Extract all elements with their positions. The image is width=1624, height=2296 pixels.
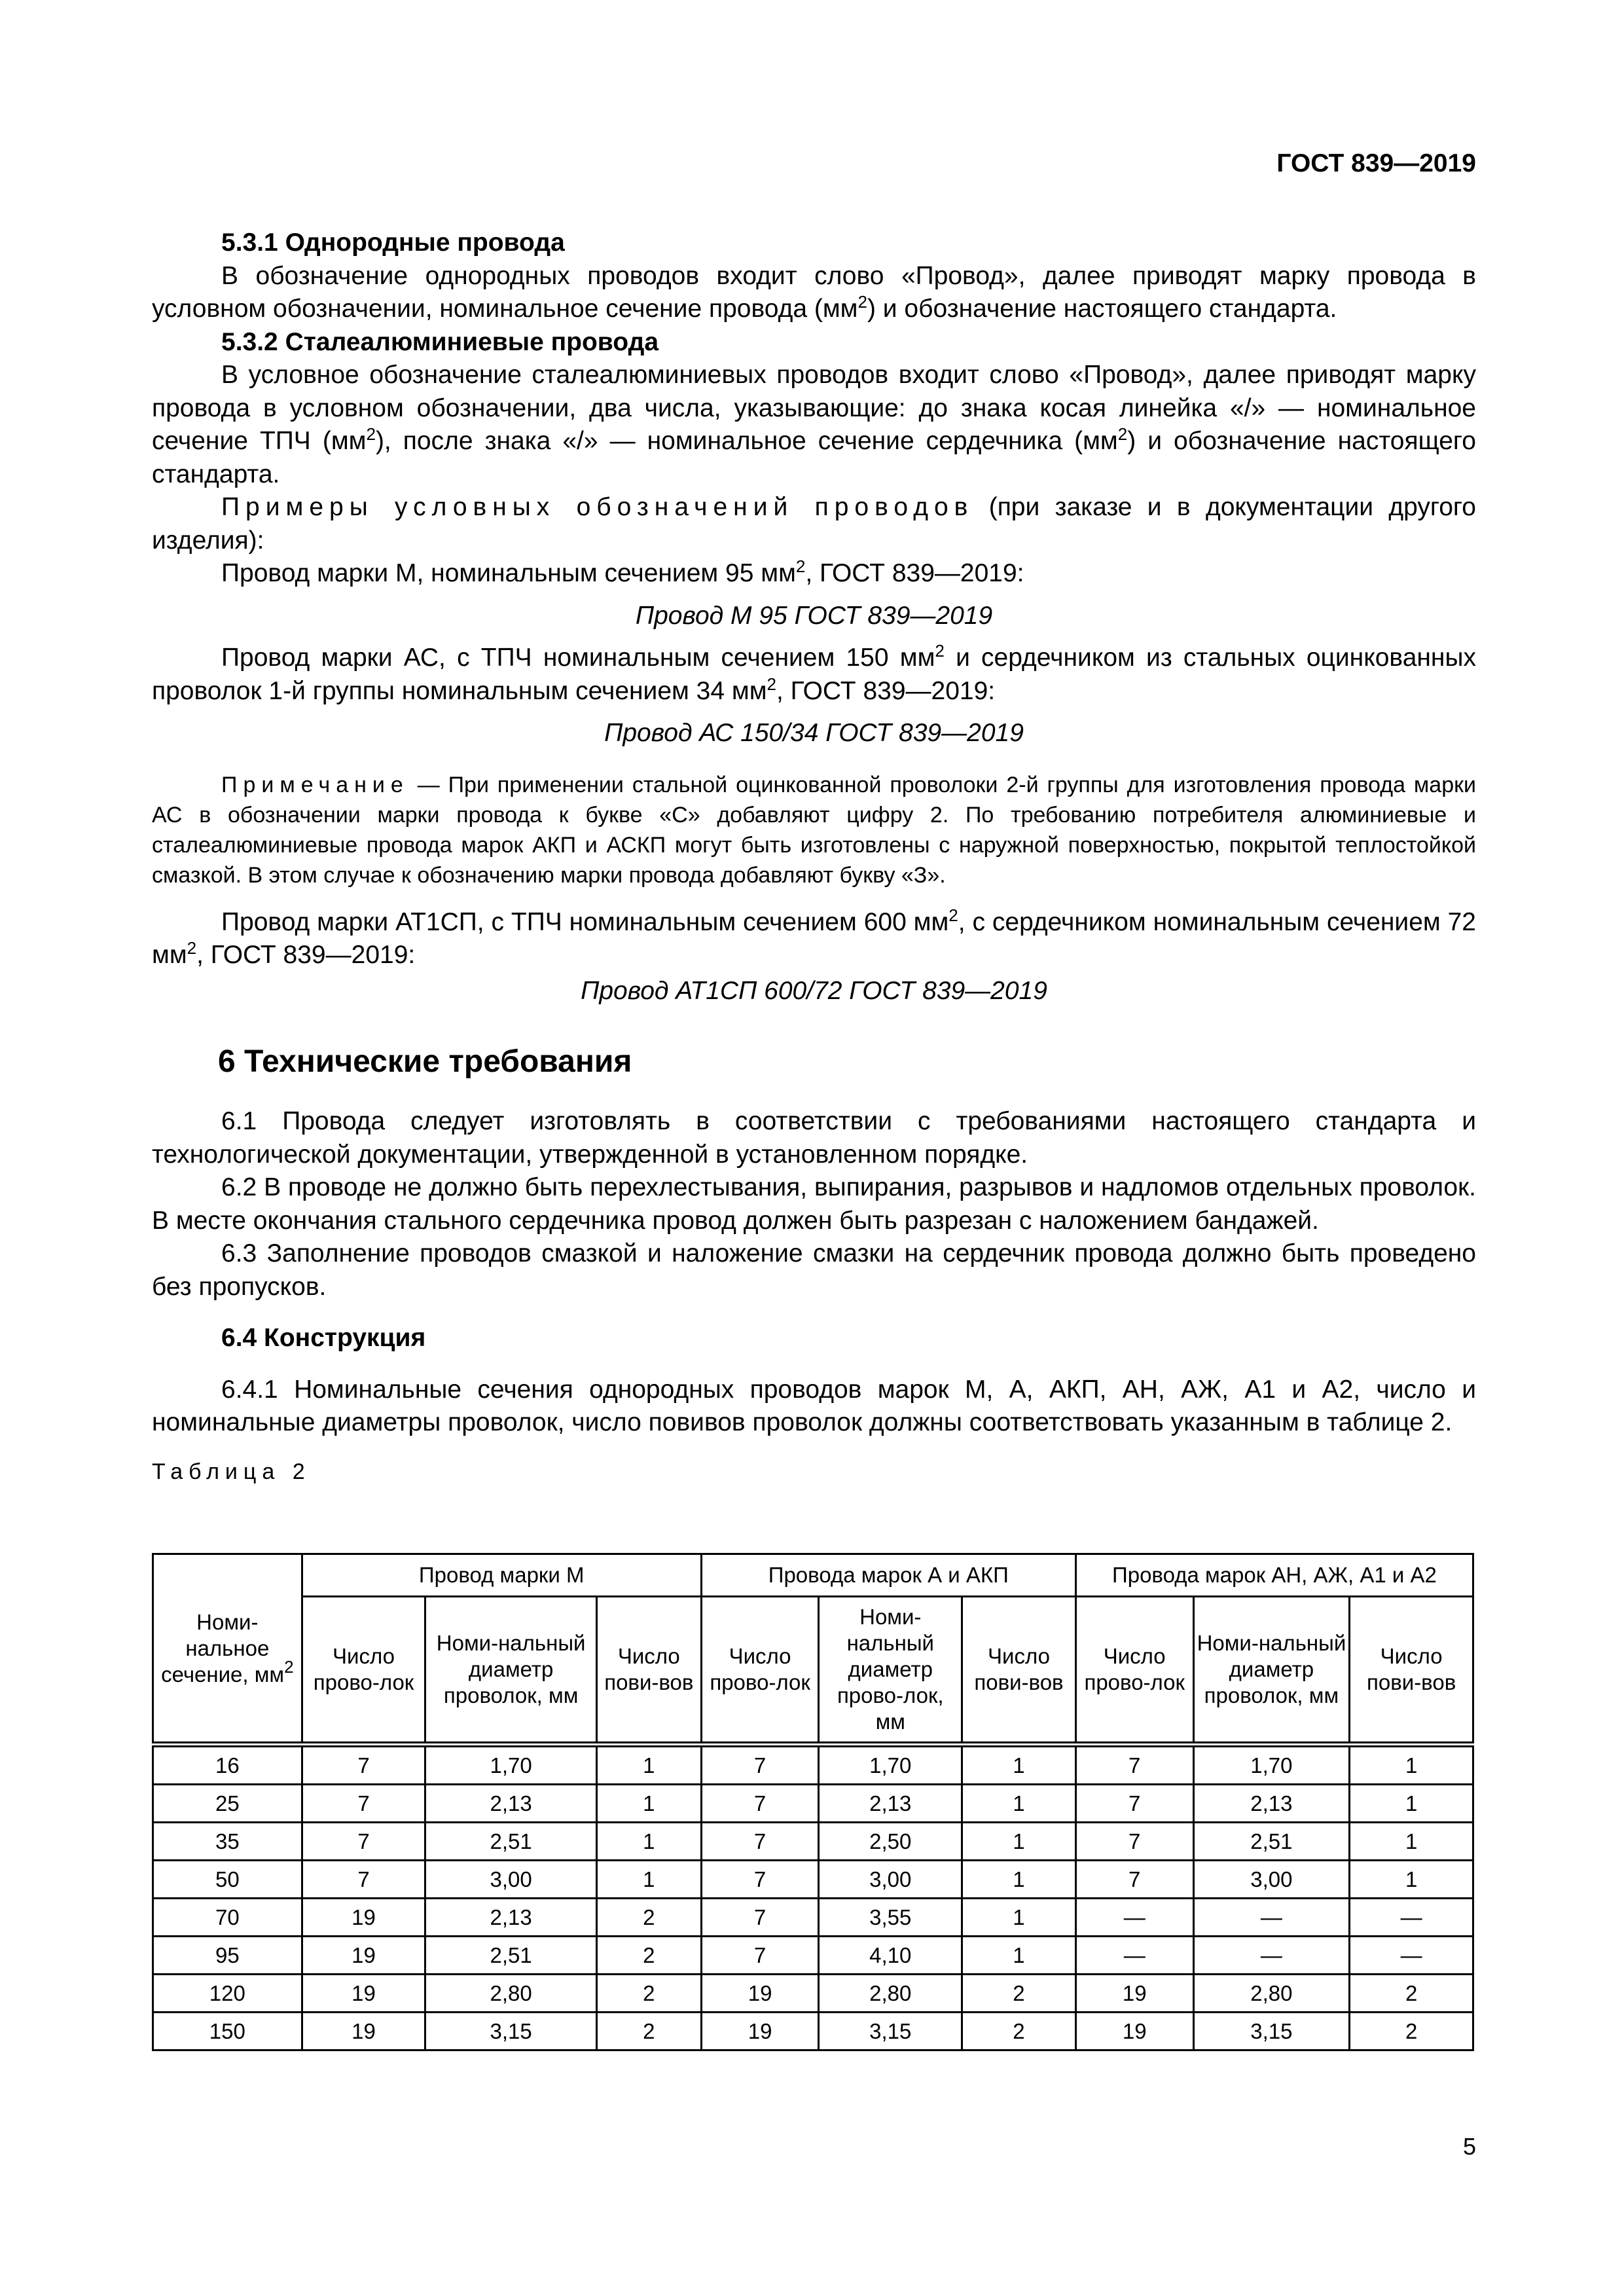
table-subheader-row (153, 1597, 1473, 1745)
table-cell: 7 (701, 1899, 819, 1937)
table-cell: — (1193, 1937, 1350, 1975)
column-header: Число пови-вов (1350, 1597, 1473, 1745)
table-cell: 2,51 (425, 1823, 597, 1861)
page-number: 5 (1462, 2133, 1476, 2160)
table-cell: — (1075, 1937, 1193, 1975)
table-cell: 3,00 (425, 1861, 597, 1899)
table-cell: 19 (701, 1975, 819, 2013)
table-cell: 1,70 (1193, 1745, 1350, 1785)
column-header: Число прово-лок (302, 1597, 425, 1745)
table-cell: 19 (302, 1937, 425, 1975)
table-cell: 2 (1350, 1975, 1473, 2013)
table-cell: 2,13 (1193, 1785, 1350, 1823)
table-cell: 2,51 (425, 1937, 597, 1975)
table-row (153, 1861, 1473, 1899)
column-header: Число пови-вов (596, 1597, 701, 1745)
column-header: Число пови-вов (962, 1597, 1076, 1745)
group-header: Провод марки М (302, 1554, 701, 1597)
table-cell: 2,80 (819, 1975, 962, 2013)
table-row (153, 2013, 1473, 2050)
paragraph: В условное обозначение сталеалюминиевых проводов входит слово «Провод», далее приводят марку провода в условном обозначении, два числа, указывающие: до знака косая линейка «/» — номинальное сечение ТПЧ $(мм^2)$, после знака «/» — номинальное сечение сердечника $(мм^2)$ и обозначение настоящего стандарта. (152, 361, 1476, 488)
table-cell: 70 (153, 1899, 302, 1937)
table-cell: 25 (153, 1785, 302, 1823)
table-cell: 3,15 (425, 2013, 597, 2050)
table-cell: 7 (302, 1785, 425, 1823)
table-header-row (153, 1554, 1473, 1597)
section-6-heading: 6 Технические требования (218, 1044, 632, 1079)
table-cell: 3,55 (819, 1899, 962, 1937)
table-cell: 150 (153, 2013, 302, 2050)
table-cell: 19 (1075, 2013, 1193, 2050)
table-cell: 2,50 (819, 1823, 962, 1861)
table-cell: 7 (302, 1745, 425, 1785)
table-cell: — (1350, 1899, 1473, 1937)
table-cell: — (1350, 1937, 1473, 1975)
paragraph: Провод марки М, номинальным сечением 95 $мм^2$, ГОСТ 839—2019: (221, 556, 1024, 587)
table-cell: 7 (1075, 1785, 1193, 1823)
table-cell: 1 (1350, 1823, 1473, 1861)
paragraph: 6.3 Заполнение проводов смазкой и наложение смазки на сердечник провода должно быть проведено без пропусков. (152, 1239, 1476, 1301)
table-cell: 7 (701, 1823, 819, 1861)
paragraph: Провод марки АС, с ТПЧ номинальным сечением 150 $мм^2$ и сердечником из стальных оцинкованных проволок 1-й группы номинальным сечением 34 $мм^2$, ГОСТ 839—2019: (152, 641, 1476, 705)
table-cell: 2 (596, 1937, 701, 1975)
table-cell: 7 (701, 1861, 819, 1899)
example-code: Провод М 95 ГОСТ 839—2019 (635, 601, 993, 630)
table-cell: 2,13 (819, 1785, 962, 1823)
table-cell: 2 (962, 1975, 1076, 2013)
paragraph: Примеры условных обозначений проводов (при заказе и в документации другого изделия): (152, 493, 1476, 555)
section-6 (152, 1105, 1476, 1488)
paragraph: Провод марки АТ1СП, с ТПЧ номинальным сечением 600 $мм^2$, с сердечником номинальным сечением 72 $мм^2$, ГОСТ 839—2019: (152, 905, 1476, 969)
table-row (153, 1823, 1473, 1861)
table-cell: 1 (962, 1823, 1076, 1861)
table-cell: 19 (701, 2013, 819, 2050)
table-cell: 3,15 (1193, 2013, 1350, 2050)
table-row (153, 1975, 1473, 2013)
group-header: Провода марок А и АКП (701, 1554, 1075, 1597)
table-cell: 1 (962, 1745, 1076, 1785)
table-cell: 1 (962, 1785, 1076, 1823)
table-cell: 120 (153, 1975, 302, 2013)
column-header: Число прово-лок (701, 1597, 819, 1745)
table-cell: 19 (1075, 1975, 1193, 2013)
table-cell: 2,13 (425, 1899, 597, 1937)
table-cell: 7 (701, 1785, 819, 1823)
table-cell: 4,10 (819, 1937, 962, 1975)
table-cell: 19 (302, 2013, 425, 2050)
table-cell: 1,70 (425, 1745, 597, 1785)
table-cell: 35 (153, 1823, 302, 1861)
table-cell: 19 (302, 1899, 425, 1937)
table-cell: 50 (153, 1861, 302, 1899)
table-cell: 2 (962, 2013, 1076, 2050)
table-cell: 19 (302, 1975, 425, 2013)
table-cell: 2,80 (425, 1975, 597, 2013)
column-header: Номи-нальное сечение, $мм^2$ (153, 1554, 302, 1745)
table-cell: 2 (596, 1975, 701, 2013)
table-cell: 1 (596, 1823, 701, 1861)
table-cell: 2,13 (425, 1785, 597, 1823)
column-header: Число прово-лок (1075, 1597, 1193, 1745)
table-cell: 2 (596, 2013, 701, 2050)
table-cell: 7 (302, 1823, 425, 1861)
table-cell: 16 (153, 1745, 302, 1785)
table-row (153, 1745, 1473, 1785)
column-header: Номи-нальный диаметр проволок, мм (1193, 1597, 1350, 1745)
table-cell: 7 (302, 1861, 425, 1899)
document-header: ГОСТ 839—2019 (1276, 149, 1476, 177)
table-cell: — (1075, 1899, 1193, 1937)
paragraph: 6.1 Провода следует изготовлять в соответствии с требованиями настоящего стандарта и технологической документации, утвержденной в установленном порядке. (152, 1107, 1476, 1169)
table-cell: 7 (1075, 1745, 1193, 1785)
table-cell: 3,00 (819, 1861, 962, 1899)
column-header: Номи-нальный диаметр проволок, мм (425, 1597, 597, 1745)
table-cell: 7 (1075, 1861, 1193, 1899)
paragraph: 6.4.1 Номинальные сечения однородных проводов марок М, А, АКП, АН, АЖ, А1 и А2, число и номинальные диаметры проволок, число повивов проволок должны соответствовать указанным в таблице 2. (152, 1375, 1476, 1436)
section-5-3 (152, 227, 1476, 1008)
table-cell: 95 (153, 1937, 302, 1975)
table-cell: 1 (962, 1937, 1076, 1975)
table-cell: 3,15 (819, 2013, 962, 2050)
table-cell: 7 (1075, 1823, 1193, 1861)
table-cell: 2,51 (1193, 1823, 1350, 1861)
table-cell: 7 (701, 1937, 819, 1975)
table-row (153, 1899, 1473, 1937)
table-cell: 1 (962, 1899, 1076, 1937)
column-header: Номи-нальный диаметр прово-лок, мм (819, 1597, 962, 1745)
table-row (153, 1785, 1473, 1823)
table-cell: 2,80 (1193, 1975, 1350, 2013)
example-code: Провод АС 150/34 ГОСТ 839—2019 (604, 719, 1024, 747)
table-2 (152, 1553, 1474, 2051)
table-cell: 1 (962, 1861, 1076, 1899)
example-code: Провод АТ1СП 600/72 ГОСТ 839—2019 (581, 976, 1047, 1005)
paragraph: В обозначение однородных проводов входит слово «Провод», далее приводят марку провода в условном обозначении, номинальное сечение провода $(мм^2)$ и обозначение настоящего стандарта. (152, 261, 1476, 323)
table-cell: 1,70 (819, 1745, 962, 1785)
table-cell: 1 (1350, 1861, 1473, 1899)
paragraph: 6.2 В проводе не должно быть перехлестывания, выпирания, разрывов и надломов отдельных проволок. В месте окончания стального сердечника провод должен быть разрезан с наложением бандажей. (152, 1173, 1476, 1235)
table-cell: 1 (1350, 1745, 1473, 1785)
table-cell: 7 (701, 1745, 819, 1785)
table-cell: — (1193, 1899, 1350, 1937)
table-row (153, 1937, 1473, 1975)
heading-5-3-1: 5.3.1 Однородные провода (221, 228, 565, 257)
note: Примечание — При применении стальной оцинкованной проволоки 2-й группы для изготовления провода марки АС в обозначении марки провода к букве «С» добавляют цифру 2. По требованию потребителя алюминиевые и сталеалюминиевые провода марок АКП и АСКП могут быть изготовлены с наружной поверхностью, покрытой теплостойкой смазкой. В этом случае к обозначению марки провода добавляют букву «З». (152, 772, 1476, 888)
table-cell: 1 (1350, 1785, 1473, 1823)
table-cell: 2 (1350, 2013, 1473, 2050)
table-cell: 2 (596, 1899, 701, 1937)
table-cell: 1 (596, 1861, 701, 1899)
heading-6-4: 6.4 Конструкция (221, 1324, 426, 1352)
table-cell: 1 (596, 1745, 701, 1785)
group-header: Провода марок АН, АЖ, А1 и А2 (1075, 1554, 1473, 1597)
table-cell: 3,00 (1193, 1861, 1350, 1899)
table-caption: Таблица 2 (152, 1459, 311, 1484)
heading-5-3-2: 5.3.2 Сталеалюминиевые провода (221, 327, 659, 356)
table-cell: 1 (596, 1785, 701, 1823)
